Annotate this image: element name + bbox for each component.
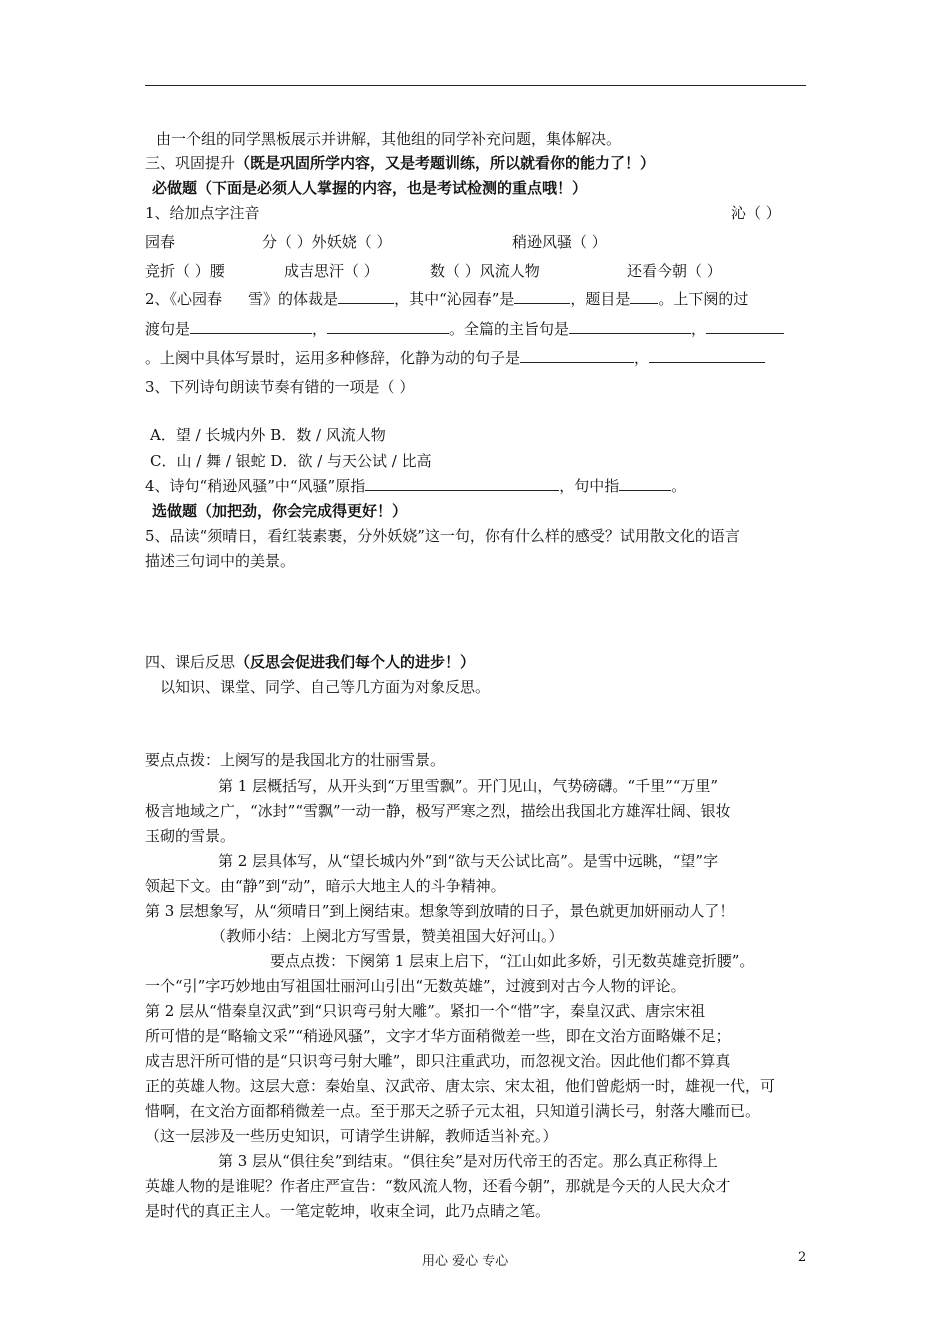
q1-row2-c: 数（ ）风流人物	[430, 262, 540, 280]
section-3-note: （既是巩固所学内容，又是考题训练，所以就看你的能力了！）	[235, 154, 656, 172]
intro-text: 由一个组的同学黑板展示并讲解，其他组的同学补充问题，集体解决。	[156, 130, 622, 148]
optional-heading: 选做题（加把劲，你会完成得更好！）	[152, 502, 408, 520]
q2-text-1: 2、《心园春	[145, 290, 223, 308]
q2-blank-title[interactable]	[630, 288, 658, 304]
q4-blank-meaning[interactable]	[619, 475, 671, 491]
q1-row2-a: 竞折（ ）腰	[145, 262, 225, 280]
notes-p7-l5: 惜啊，在文治方面都稍微差一点。至于那天之骄子元太祖，只知道引满长弓，射落大雕而已。	[145, 1102, 761, 1120]
q4-text-2: ，句中指	[559, 477, 620, 495]
q2-blank-cipai[interactable]	[514, 288, 570, 304]
q1-row1-b: 分（ ）外妖娆（ ）	[262, 233, 392, 251]
q2-line3-text-2: ，	[634, 349, 650, 367]
q4-text-3: 。	[671, 477, 687, 495]
notes-p7-l4: 正的英雄人物。这层大意：秦始皇、汉武帝、唐太宗、宋太祖，他们曾彪炳一时，雄视一代，可	[145, 1077, 776, 1095]
q3-options-cd: C．山 / 舞 / 银蛇 D．欲 / 与天公试 / 比高	[150, 452, 432, 470]
notes-p7-l6: （这一层涉及一些历史知识，可请学生讲解，教师适当补充。）	[145, 1127, 558, 1145]
notes-p7-l1: 第 2 层从“惜秦皇汉武”到“只识弯弓射大雕”。紧扣一个“惜”字，秦皇汉武、唐宗宋祖	[145, 1002, 706, 1020]
q4-line	[145, 475, 686, 497]
notes-p3-l2: 领起下文。由“静”到“动”，暗示大地主人的斗争精神。	[145, 877, 506, 895]
q3-title: 3、下列诗句朗读节奏有错的一项是（ ）	[145, 378, 415, 396]
q2-line2-text-2: ，	[312, 320, 328, 338]
notes-p1: 要点点拨：上阕写的是我国北方的壮丽雪景。	[145, 751, 446, 769]
q2-blank-genre[interactable]	[338, 288, 394, 304]
q1-title: 1、给加点字注音	[145, 204, 260, 222]
q2-blank-transition-2[interactable]	[327, 318, 449, 334]
q4-text-1: 4、诗句“稍逊风骚”中“风骚”原指	[145, 477, 366, 495]
q2-line2	[145, 318, 784, 340]
notes-p4: 第 3 层想象写，从“须晴日”到上阕结束。想象等到放晴的日子，景色就更加妍丽动人了！	[145, 902, 735, 920]
q3-options-ab: A．望 / 长城内外 B．数 / 风流人物	[150, 426, 386, 444]
notes-p3-l1: 第 2 层具体写，从“望长城内外”到“欲与天公试比高”。是雪中远眺，“望”字	[218, 852, 719, 870]
q2-text-4: ，题目是	[570, 290, 631, 308]
q1-row1-a: 园春	[145, 233, 176, 251]
q2-blank-transition-1[interactable]	[190, 318, 312, 334]
q2-blank-sentence-1[interactable]	[520, 347, 634, 363]
notes-p6-l2: 一个“引”字巧妙地由写祖国壮丽河山引出“无数英雄”，过渡到对古今人物的评论。	[145, 977, 686, 995]
required-heading: 必做题（下面是必须人人掌握的内容，也是考试检测的重点哦！）	[152, 179, 588, 197]
q2-text-5: 。上下阕的过	[658, 290, 749, 308]
notes-p2-l2: 极言地域之广，“冰封”“雪飘”一动一静，极写严寒之烈，描绘出我国北方雄浑壮阔、银妆	[145, 802, 731, 820]
section-4-heading	[145, 651, 475, 673]
section-3-heading	[145, 152, 655, 174]
notes-p7-l3: 成吉思汗所可惜的是“只识弯弓射大雕”，即只注重武功，而忽视文治。因此他们都不算真	[145, 1052, 731, 1070]
q2-line3	[145, 347, 765, 369]
notes-p7-l2: 所可惜的是“略输文采”“稍逊风骚”，文字才华方面稍微差一些，即在文治方面略嫌不足；	[145, 1027, 731, 1045]
page-number: 2	[798, 1250, 807, 1265]
q2-text-2: 雪》的体裁是	[248, 290, 339, 308]
footer-center-text: 用心 爱心 专心	[422, 1254, 509, 1269]
q1-qin: 沁（ ）	[731, 204, 781, 222]
q2-line2-text-3: 。全篇的主旨句是	[449, 320, 570, 338]
q2-line3-text-1: 。上阕中具体写景时，运用多种修辞，化静为动的句子是	[145, 349, 521, 367]
reflection-body: 以知识、课堂、同学、自己等几方面为对象反思。	[160, 678, 491, 696]
q2-line1	[145, 288, 748, 310]
q5-line2: 描述三句词中的美景。	[145, 552, 296, 570]
notes-p8-l2: 英雄人物的是谁呢？作者庄严宣告：“数风流人物，还看今朝”，那就是今天的人民大众才	[145, 1177, 731, 1195]
notes-p8-l3: 是时代的真正主人。一笔定乾坤，收束全词，此乃点睛之笔。	[145, 1202, 551, 1220]
q2-blank-sentence-2[interactable]	[649, 347, 765, 363]
section-4-label: 四、课后反思	[145, 653, 236, 671]
q1-row1-c: 稍逊风骚（ ）	[512, 233, 607, 251]
notes-p8-l1: 第 3 层从“俱往矣”到结束。“俱往矣”是对历代帝王的否定。那么真正称得上	[218, 1152, 718, 1170]
q2-blank-theme-1[interactable]	[569, 318, 691, 334]
q1-row2-d: 还看今朝（ ）	[627, 262, 722, 280]
notes-p6-l1: 要点点拨：下阕第 1 层束上启下，“江山如此多娇，引无数英雄竞折腰”。	[270, 952, 755, 970]
section-4-note: （反思会促进我们每个人的进步！）	[235, 653, 476, 671]
header-rule	[145, 85, 806, 86]
q1-row2-b: 成吉思汗（ ）	[284, 262, 379, 280]
q4-blank-original[interactable]	[365, 475, 559, 491]
notes-p2-l3: 玉砌的雪景。	[145, 827, 236, 845]
q5-line1: 5、品读“须晴日，看红装素裹，分外妖娆”这一句，你有什么样的感受？试用散文化的语言	[145, 527, 740, 545]
notes-p5: （教师小结：上阕北方写雪景，赞美祖国大好河山。）	[211, 927, 564, 945]
q2-line2-text-4: ，	[691, 320, 707, 338]
q2-line2-text-1: 渡句是	[145, 320, 191, 338]
q2-blank-theme-2[interactable]	[706, 318, 784, 334]
q2-text-3: ，其中“沁园春”是	[394, 290, 515, 308]
notes-p2-l1: 第 1 层概括写，从开头到“万里雪飘”。开门见山，气势磅礴。“千里”“万里”	[218, 777, 719, 795]
section-3-label: 三、巩固提升	[145, 154, 236, 172]
